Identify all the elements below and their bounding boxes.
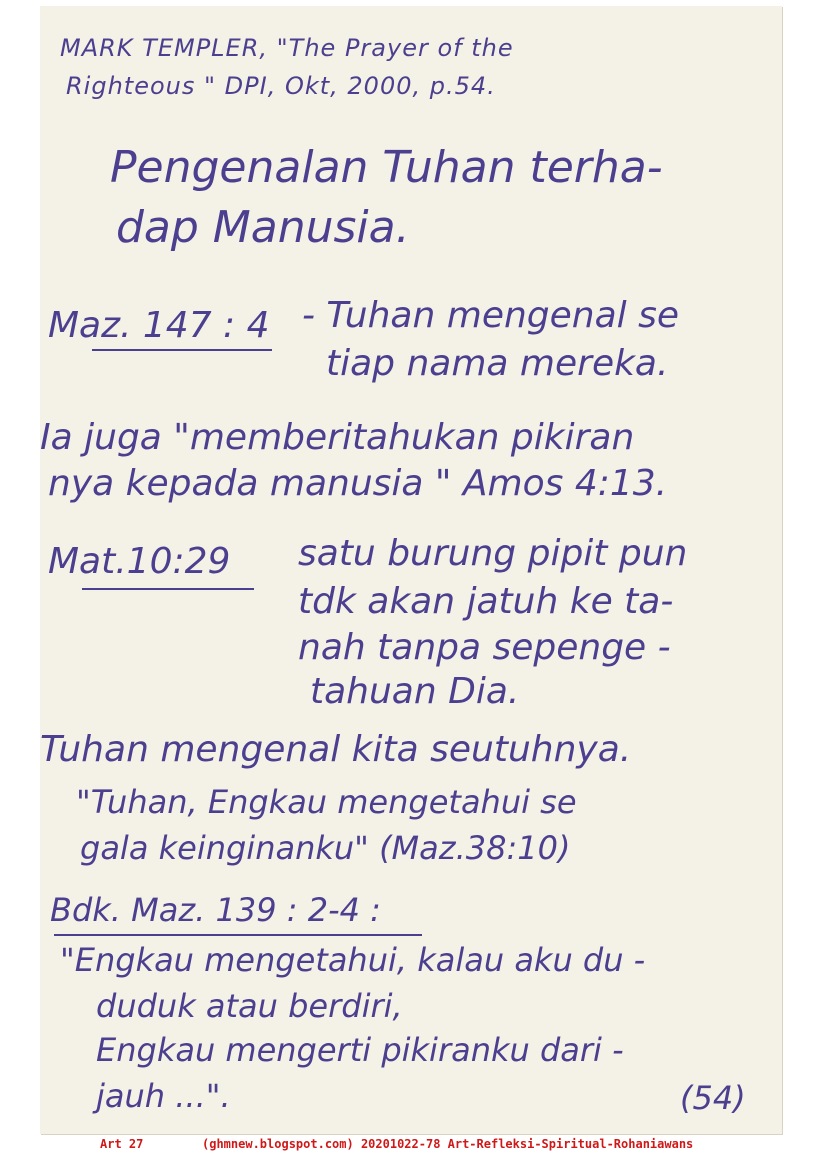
reference-line-2: Righteous " DPI, Okt, 2000, p.54.	[66, 72, 496, 100]
kenal-line-1: Tuhan mengenal kita seutuhnya.	[40, 729, 632, 770]
page-number: (54)	[680, 1079, 746, 1117]
mat-line-2: tdk akan jatuh ke ta-	[298, 581, 674, 622]
bdk-line-3: Engkau mengerti pikiranku dari -	[96, 1031, 624, 1069]
footer-article-number: Art 27	[100, 1137, 144, 1151]
mat-line-3: nah tanpa sepenge -	[298, 627, 671, 668]
maz147-underline	[92, 349, 272, 351]
reference-line-1: MARK TEMPLER, "The Prayer of the	[60, 34, 514, 62]
footer-source: (ghmnew.blogspot.com) 20201022-78 Art-Refleksi-Spiritual-Rohaniawans	[202, 1137, 694, 1151]
mat-underline	[82, 588, 254, 590]
amos-line-1: Ia juga "memberitahukan pikiran	[40, 417, 635, 458]
bdk-line-2: duduk atau berdiri,	[96, 987, 403, 1025]
bdk-line-1: "Engkau mengetahui, kalau aku du -	[60, 941, 646, 979]
maz147-line-1: - Tuhan mengenal se	[302, 295, 680, 336]
maz147-line-2: tiap nama mereka.	[326, 343, 669, 384]
maz147-ref: Maz. 147 : 4	[48, 305, 270, 346]
amos-line-2: nya kepada manusia " Amos 4:13.	[48, 463, 668, 504]
mat-line-1: satu burung pipit pun	[298, 533, 688, 574]
title-line-1: Pengenalan Tuhan terha-	[110, 142, 663, 193]
kenal-line-3: gala keinginanku" (Maz.38:10)	[80, 829, 571, 867]
bdk-line-4: jauh ...".	[96, 1077, 231, 1115]
title-line-2: dap Manusia.	[116, 202, 410, 253]
bdk-underline	[54, 934, 422, 936]
kenal-line-2: "Tuhan, Engkau mengetahui se	[76, 783, 577, 821]
mat-line-4: tahuan Dia.	[310, 671, 520, 712]
bdk-ref: Bdk. Maz. 139 : 2-4 :	[50, 891, 381, 929]
handwritten-page	[40, 6, 782, 1134]
mat-ref: Mat.10:29	[48, 541, 231, 582]
